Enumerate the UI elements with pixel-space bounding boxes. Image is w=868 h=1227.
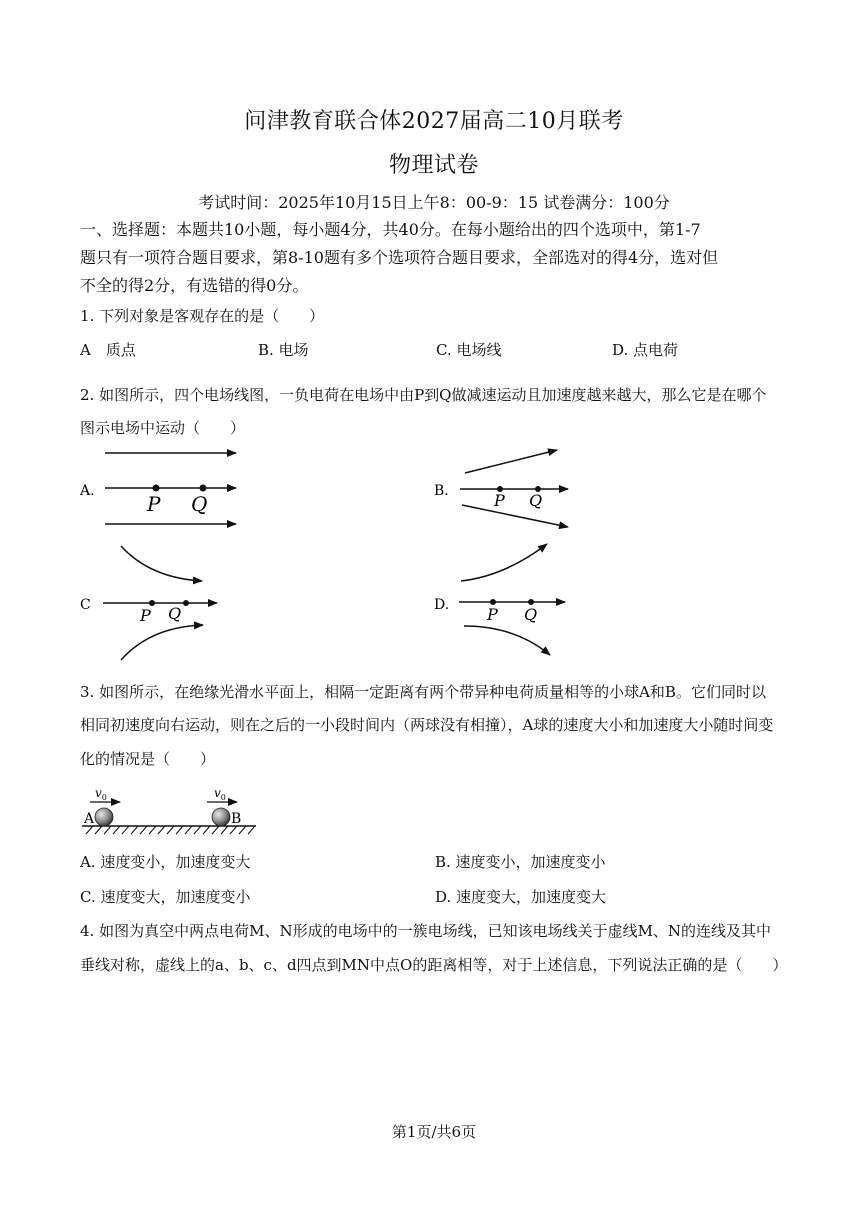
- section-intro-line-2: 题只有一项符合题目要求，第8-10题有多个选项符合题目要求，全部选对的得4分，选对但: [80, 248, 719, 267]
- q2-figure-a: [79, 453, 236, 524]
- label-p: P: [140, 606, 151, 625]
- q1-option-a: A 质点: [80, 341, 136, 359]
- q2-stem-line-1: 2. 如图所示，四个电场线图，一负电荷在电场中由P到Q做减速运动且加速度越来越大，那么它是在哪个: [80, 386, 767, 404]
- ball-a: [95, 808, 113, 826]
- ground-hatching: [86, 826, 255, 834]
- point-q: [183, 600, 189, 606]
- label-q: Q: [168, 604, 182, 623]
- q3-option-d: D. 速度变大，加速度变大: [435, 888, 607, 906]
- label-q: Q: [529, 491, 543, 510]
- q2-figure-c: [80, 546, 217, 660]
- label-p: P: [494, 491, 505, 510]
- q1-stem: 1. 下列对象是客观存在的是（ ）: [80, 307, 325, 325]
- page-number: 第1页/共6页: [391, 1123, 477, 1141]
- field-line: [464, 626, 550, 655]
- ball-a-label: A: [84, 811, 95, 827]
- q2-label-b: B.: [434, 483, 449, 499]
- exam-info: 考试时间：2025年10月15日上午8：00-9：15 试卷满分：100分: [198, 193, 670, 212]
- q2-label-c: C: [80, 597, 91, 613]
- q2-label-d: D.: [434, 597, 450, 613]
- q3-stem-line-2: 相同初速度向右运动，则在之后的一小段时间内（两球没有相撞），A球的速度大小和加速度大小随时间变: [80, 716, 774, 734]
- field-line: [461, 544, 547, 581]
- field-line: [121, 625, 203, 660]
- v0-label-a: $v_0$: [95, 786, 107, 802]
- q2-stem-line-2: 图示电场中运动（ ）: [80, 419, 246, 437]
- section-intro-line-3: 不全的得2分，有选错的得0分。: [80, 276, 309, 295]
- q3-stem-line-3: 化的情况是（ ）: [80, 750, 216, 768]
- q3-stem-line-1: 3. 如图所示，在绝缘光滑水平面上，相隔一定距离有两个带异种电荷质量相等的小球A和B。它们同时以: [80, 683, 766, 701]
- ball-b: [212, 808, 230, 826]
- exam-subject: 物理试卷: [388, 153, 479, 178]
- q3-option-a: A. 速度变小，加速度变大: [80, 853, 251, 871]
- section-intro-line-1: 一、选择题：本题共10小题，每小题4分，共40分。在每小题给出的四个选项中，第1-7: [80, 220, 701, 239]
- label-q: Q: [191, 492, 208, 516]
- v0-label-b: $v_0$: [214, 786, 226, 802]
- q1-option-b: B. 电场: [258, 341, 309, 359]
- field-line: [121, 546, 202, 581]
- point-p: [153, 485, 160, 492]
- field-line: [465, 450, 557, 473]
- q3-option-b: B. 速度变小，加速度变小: [435, 853, 606, 871]
- point-q: [200, 485, 207, 492]
- label-q: Q: [524, 605, 538, 624]
- q2-figure-d: [434, 544, 565, 655]
- q3-option-c: C. 速度变大，加速度变小: [80, 888, 251, 906]
- field-line: [462, 505, 568, 527]
- q1-option-c: C. 电场线: [436, 341, 502, 359]
- q4-stem-line-2: 垂线对称，虚线上的a、b、c、d四点到MN中点O的距离相等，对于上述信息，下列说法正确的是（ ）: [80, 956, 788, 974]
- q2-figure-b: [434, 450, 568, 527]
- label-p: P: [487, 605, 498, 624]
- q3-figure: [82, 786, 256, 834]
- ball-b-label: B: [231, 811, 242, 827]
- q4-stem-line-1: 4. 如图为真空中两点电荷M、N形成的电场中的一簇电场线，已知该电场线关于虚线M、N的连线及其中: [80, 922, 772, 940]
- exam-title: 问津教育联合体2027届高二10月联考: [244, 109, 624, 134]
- q2-label-a: A.: [80, 483, 95, 499]
- q1-option-d: D. 点电荷: [612, 341, 679, 359]
- label-p: P: [147, 492, 161, 516]
